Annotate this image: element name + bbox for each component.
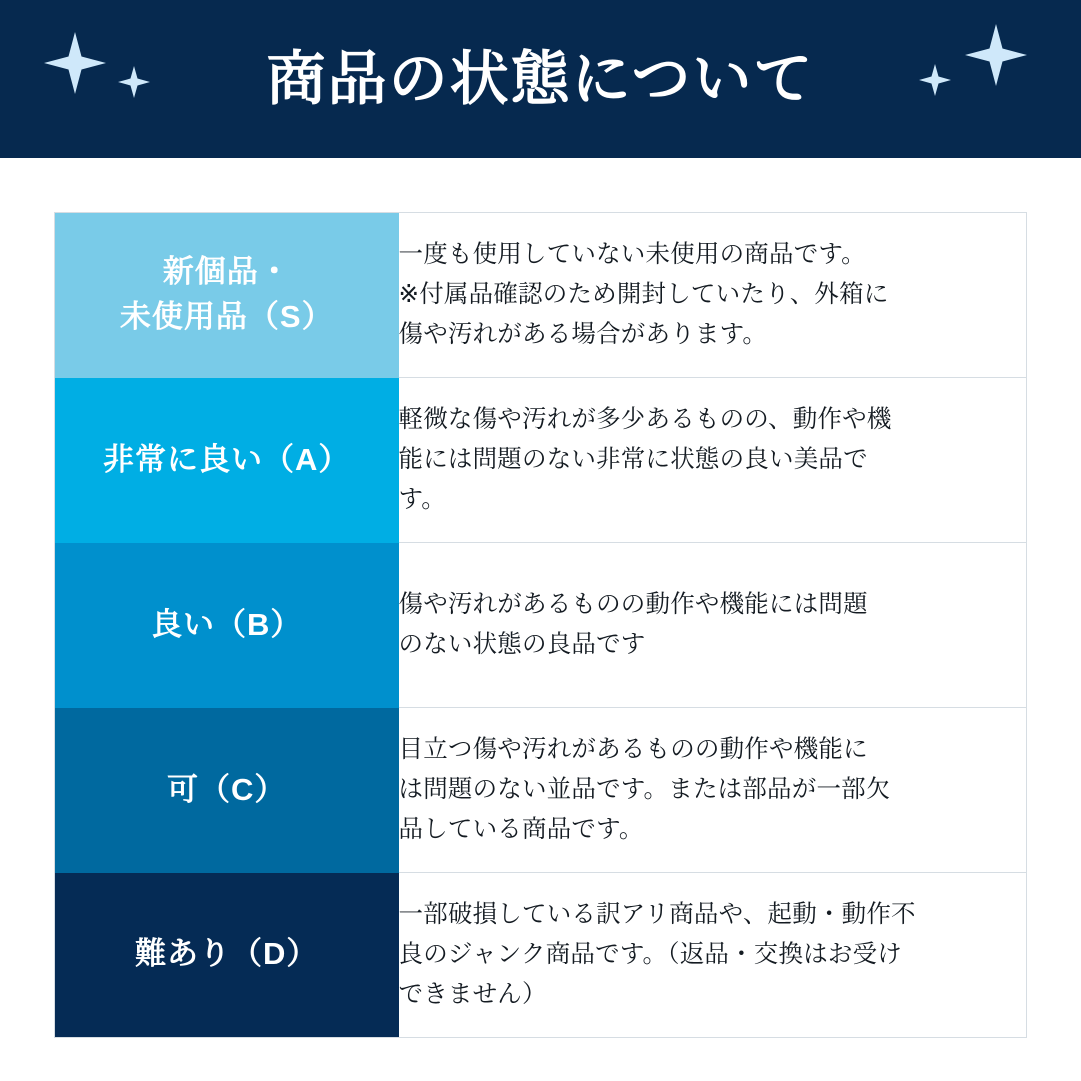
description-line: 傷や汚れがあるものの動作や機能には問題 bbox=[398, 591, 868, 619]
description-line: ※付属品確認のため開封していたり、外箱に bbox=[398, 281, 889, 309]
table-row bbox=[55, 378, 1027, 543]
sparkle-icon-small-right bbox=[919, 64, 951, 96]
description-cell-b bbox=[399, 543, 1027, 708]
description-line: 品している商品です。 bbox=[398, 815, 644, 843]
grade-cell-c bbox=[55, 708, 399, 873]
description-line: 一度も使用していない未使用の商品です。 bbox=[398, 241, 866, 269]
description-cell-d bbox=[399, 873, 1027, 1038]
description-line: 良のジャンク商品です。（返品・交換はお受け bbox=[398, 941, 903, 969]
sparkle-icon-large-right bbox=[965, 24, 1027, 86]
table-row bbox=[55, 708, 1027, 873]
condition-table bbox=[54, 212, 1027, 1038]
table-row bbox=[55, 213, 1027, 378]
description-line: す。 bbox=[398, 485, 446, 513]
description-line: は問題のない並品です。または部品が一部欠 bbox=[398, 776, 891, 804]
grade-cell-b bbox=[55, 543, 399, 708]
page-title: 商品の状態について bbox=[266, 45, 815, 112]
description-line: 傷や汚れがある場合があります。 bbox=[398, 320, 768, 348]
condition-table-wrapper bbox=[0, 158, 1081, 1038]
description-cell-a bbox=[399, 378, 1027, 543]
grade-label-line: 難あり（D） bbox=[135, 936, 319, 972]
table-row bbox=[55, 873, 1027, 1038]
description-line: 軽微な傷や汚れが多少あるものの、動作や機 bbox=[398, 406, 892, 434]
grade-label-line: 良い（B） bbox=[151, 606, 303, 642]
description-cell-c bbox=[399, 708, 1027, 873]
sparkle-icon-small-left bbox=[118, 66, 150, 98]
grade-cell-s bbox=[55, 213, 399, 378]
description-line: のない状態の良品です bbox=[398, 631, 646, 658]
grade-label-line: 新個品・ bbox=[162, 254, 291, 290]
grade-cell-d bbox=[55, 873, 399, 1038]
grade-label-line: 未使用品（S） bbox=[119, 299, 334, 335]
header-banner bbox=[0, 0, 1081, 158]
description-line: 能には問題のない非常に状態の良い美品で bbox=[398, 446, 868, 474]
description-line: 一部破損している訳アリ商品や、起動・動作不 bbox=[398, 901, 916, 929]
description-line: 目立つ傷や汚れがあるものの動作や機能に bbox=[398, 736, 868, 764]
table-row bbox=[55, 543, 1027, 708]
description-cell-s bbox=[399, 213, 1027, 378]
grade-label-line: 可（C） bbox=[167, 771, 287, 807]
grade-cell-a bbox=[55, 378, 399, 543]
description-line: できません） bbox=[398, 980, 547, 1008]
grade-label-line: 非常に良い（A） bbox=[103, 441, 351, 477]
sparkle-icon-large-left bbox=[44, 32, 106, 94]
